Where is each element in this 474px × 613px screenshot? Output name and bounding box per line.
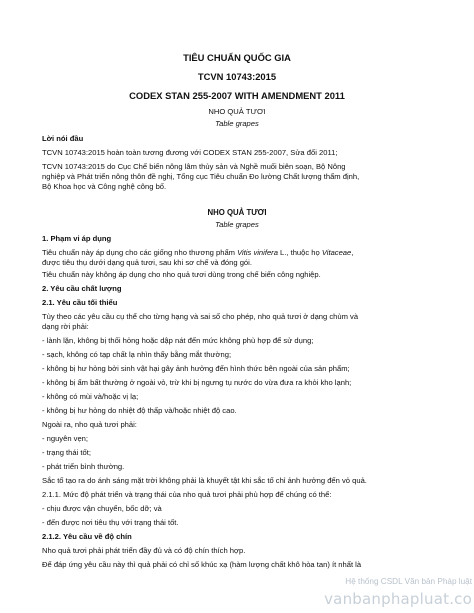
- requirement-item: - lành lặn, không bị thối hỏng hoặc dập nát đến mức không phù hợp để sử dụng;: [42, 336, 314, 345]
- standard-title: TIÊU CHUẨN QUỐC GIA: [183, 52, 291, 63]
- section-1-line-3: Tiêu chuẩn này không áp dụng cho nho quả tươi dùng trong chế biến công nghiệp.: [42, 270, 321, 279]
- transport-item: - chịu được vận chuyển, bốc dỡ; và: [42, 504, 162, 513]
- foreword-paragraph-1: TCVN 10743:2015 hoàn toàn tương đương với CODEX STAN 255-2007, Sửa đổi 2011;: [42, 148, 338, 157]
- document-title: NHO QUẢ TƯƠI: [207, 208, 267, 217]
- watermark-line-2: vanbanphapluat.co: [324, 590, 472, 608]
- color-note: Sắc tố tạo ra do ánh sáng mặt trời không phải là khuyết tật khi sắc tố chỉ ảnh hưởng đến vỏ quả.: [42, 476, 367, 485]
- foreword-heading: Lời nói đầu: [42, 134, 84, 143]
- transport-item: - đến được nơi tiêu thụ với trạng thái tốt.: [42, 518, 179, 527]
- additional-item: - phát triển bình thường.: [42, 462, 125, 471]
- ripeness-line-2: Để đáp ứng yêu cầu này thì quả phải có chỉ số khúc xạ (hàm lượng chất khô hòa tan) ít nhất là: [42, 560, 362, 569]
- foreword-paragraph-2-line-3: Bộ Khoa học và Công nghệ công bố.: [42, 182, 167, 191]
- subject-title: NHO QUẢ TƯƠI: [208, 107, 266, 116]
- section-1-heading: 1. Phạm vi áp dụng: [42, 234, 112, 243]
- requirement-item: - không bị hư hỏng bởi sinh vật hại gây ảnh hưởng đến hình thức bên ngoài của sản phẩm;: [42, 364, 350, 373]
- section-2-1-intro-line-1: Tùy theo các yêu cầu cụ thể cho từng hạng và sai số cho phép, nho quả tươi ở dạng chùm và: [42, 312, 359, 321]
- additional-item: - nguyên vẹn;: [42, 434, 89, 443]
- section-2-1-1-text: 2.1.1. Mức độ phát triển và trạng thái của nho quả tươi phải phù hợp để chúng có thể:: [42, 490, 332, 499]
- section-2-1-heading: 2.1. Yêu cầu tối thiểu: [42, 298, 118, 307]
- requirement-item: - không bị hư hỏng do nhiệt độ thấp và/hoặc nhiệt độ cao.: [42, 406, 237, 415]
- additional-item: - trạng thái tốt;: [42, 448, 91, 457]
- requirement-item: - không bị ẩm bất thường ở ngoài vỏ, trừ khi bị ngưng tụ nước do vừa đưa ra khỏi kho lạnh;: [42, 378, 352, 387]
- watermark-line-1: Hệ thống CSDL Văn bản Pháp luật: [345, 577, 472, 586]
- standard-code: TCVN 10743:2015: [197, 71, 277, 82]
- foreword-paragraph-2-line-1: TCVN 10743:2015 do Cục Chế biến nông lâm thủy sản và Nghề muối biên soạn, Bộ Nông: [42, 162, 346, 171]
- subject-title-en: Table grapes: [215, 119, 259, 128]
- ripeness-line-1: Nho quả tươi phải phát triển đầy đủ và có độ chín thích hợp.: [42, 546, 246, 555]
- section-1-line-2: được tiêu thụ dưới dạng quả tươi, sau khi sơ chế và đóng gói.: [42, 258, 252, 267]
- section-1-line-1: Tiêu chuẩn này áp dụng cho các giống nho thương phẩm Vitis vinifera L., thuộc họ Vitaceae,: [42, 248, 354, 257]
- requirement-item: - không có mùi và/hoặc vị lạ;: [42, 392, 139, 401]
- foreword-paragraph-2-line-2: nghiệp và Phát triển nông thôn đề nghị, Tổng cục Tiêu chuẩn Đo lường Chất lượng thẩm định,: [42, 172, 360, 181]
- section-2-1-intro-line-2: dạng rời phải:: [42, 322, 89, 331]
- additional-requirements-intro: Ngoài ra, nho quả tươi phải:: [42, 420, 137, 429]
- document-title-en: Table grapes: [215, 220, 259, 229]
- requirement-item: - sạch, không có tạp chất lạ nhìn thấy bằng mắt thường;: [42, 350, 232, 359]
- codex-reference: CODEX STAN 255-2007 WITH AMENDMENT 2011: [129, 90, 345, 101]
- section-2-heading: 2. Yêu cầu chất lượng: [42, 284, 122, 293]
- section-2-1-2-heading: 2.1.2. Yêu cầu về độ chín: [42, 532, 132, 541]
